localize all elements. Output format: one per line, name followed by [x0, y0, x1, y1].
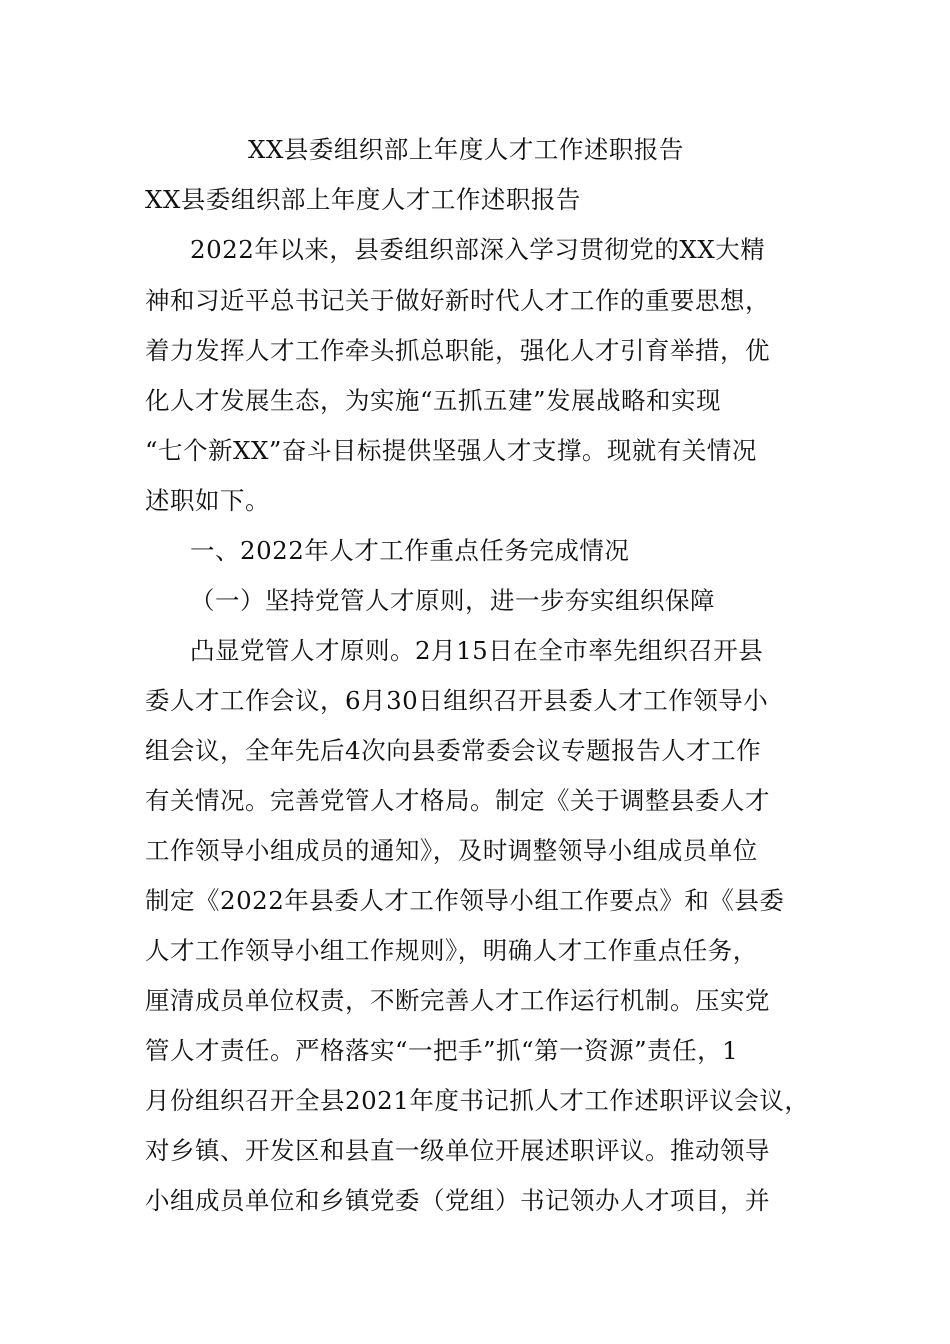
- paragraph-line: 凸显党管人才原则。2月15日在全市率先组织召开县: [190, 636, 764, 665]
- paragraph-line: 神和习近平总书记关于做好新时代人才工作的重要思想，: [145, 286, 770, 315]
- paragraph-line: 有关情况。完善党管人才格局。制定《关于调整县委人才: [145, 786, 770, 815]
- paragraph-line: 管人才责任。严格落实“一把手”抓“第一资源”责任，1: [145, 1036, 739, 1065]
- paragraph-line: 对乡镇、开发区和县直一级单位开展述职评议。推动领导: [145, 1136, 770, 1165]
- paragraph-line: 小组成员单位和乡镇党委（党组）书记领办人才项目，并: [145, 1186, 770, 1215]
- paragraph-line: 组会议，全年先后4次向县委常委会议专题报告人才工作: [145, 736, 762, 765]
- paragraph-line: “七个新XX”奋斗目标提供坚强人才支撑。现就有关情况: [145, 436, 757, 465]
- section-heading: 一、2022年人才工作重点任务完成情况: [190, 536, 630, 565]
- paragraph-line: 着力发挥人才工作牵头抓总职能，强化人才引育举措，优: [145, 336, 770, 365]
- document-title: XX县委组织部上年度人才工作述职报告: [248, 135, 684, 164]
- paragraph-line: 月份组织召开全县2021年度书记抓人才工作述职评议会议，: [145, 1086, 810, 1115]
- paragraph-line: 制定《2022年县委人才工作领导小组工作要点》和《县委: [145, 886, 785, 915]
- paragraph-line: 2022年以来，县委组织部深入学习贯彻党的XX大精: [190, 235, 766, 264]
- paragraph-line: 厘清成员单位权责，不断完善人才工作运行机制。压实党: [145, 986, 770, 1015]
- document-subtitle: XX县委组织部上年度人才工作述职报告: [145, 185, 581, 214]
- paragraph-line: 述职如下。: [145, 486, 270, 515]
- subsection-heading: （一）坚持党管人才原则，进一步夯实组织保障: [190, 586, 715, 615]
- paragraph-line: 工作领导小组成员的通知》，及时调整领导小组成员单位: [145, 836, 758, 865]
- paragraph-line: 化人才发展生态，为实施“五抓五建”发展战略和实现: [145, 386, 722, 415]
- paragraph-line: 人才工作领导小组工作规则》，明确人才工作重点任务，: [145, 936, 758, 965]
- paragraph-line: 委人才工作会议，6月30日组织召开县委人才工作领导小: [145, 686, 769, 715]
